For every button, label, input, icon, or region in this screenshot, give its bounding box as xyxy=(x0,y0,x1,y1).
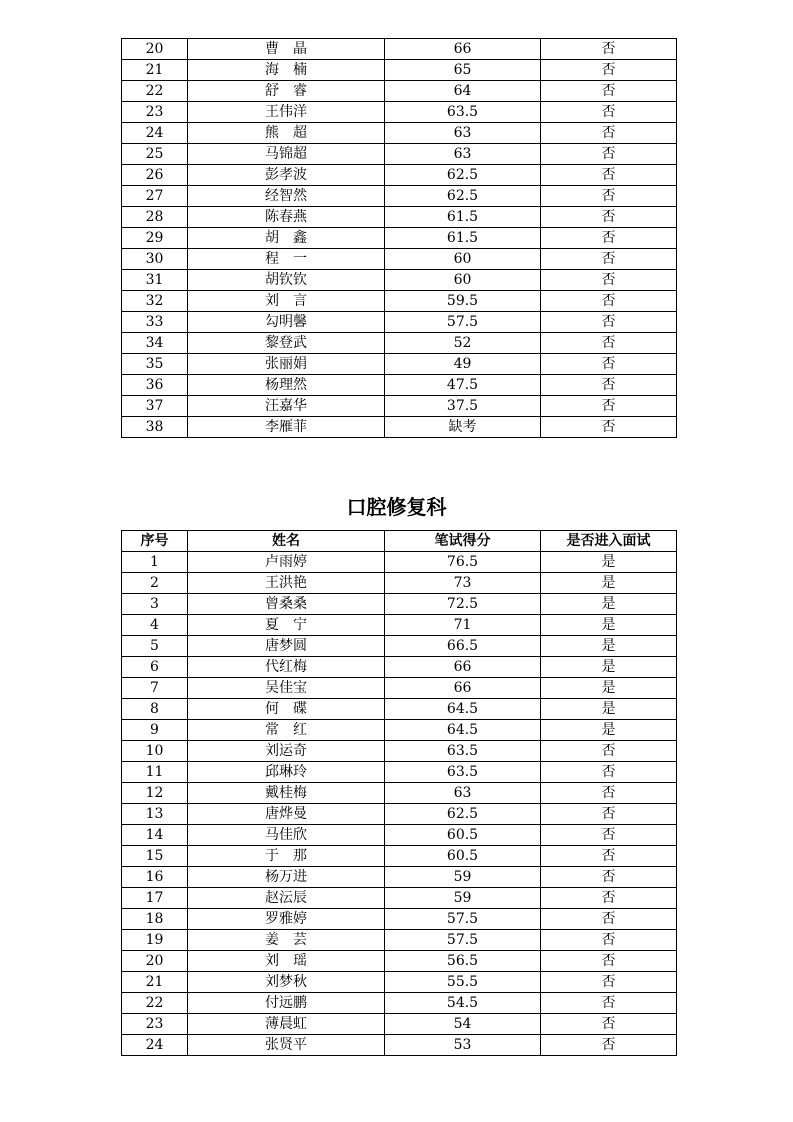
serial-number-cell: 29 xyxy=(122,228,188,249)
candidate-name-cell: 姜 芸 xyxy=(188,930,385,951)
interview-status-cell: 否 xyxy=(541,783,677,804)
serial-number-cell: 26 xyxy=(122,165,188,186)
table-row xyxy=(122,972,677,993)
candidate-name-cell: 张丽娟 xyxy=(188,354,385,375)
serial-number-cell: 32 xyxy=(122,291,188,312)
candidate-name-cell: 彭孝波 xyxy=(188,165,385,186)
interview-status-cell: 否 xyxy=(541,417,677,438)
serial-number-cell: 23 xyxy=(122,1014,188,1035)
written-score-cell: 62.5 xyxy=(385,186,541,207)
results-table-prosthodontics xyxy=(121,530,677,1056)
candidate-name-cell: 吴佳宝 xyxy=(188,678,385,699)
candidate-name-cell: 马佳欣 xyxy=(188,825,385,846)
written-score-cell: 37.5 xyxy=(385,396,541,417)
table-row xyxy=(122,657,677,678)
serial-number-cell: 3 xyxy=(122,594,188,615)
candidate-name-cell: 唐烨曼 xyxy=(188,804,385,825)
written-score-cell: 71 xyxy=(385,615,541,636)
candidate-name-cell: 常 红 xyxy=(188,720,385,741)
table-row xyxy=(122,312,677,333)
written-score-cell: 缺考 xyxy=(385,417,541,438)
interview-status-cell: 否 xyxy=(541,81,677,102)
candidate-name-cell: 刘梦秋 xyxy=(188,972,385,993)
written-score-cell: 64 xyxy=(385,81,541,102)
written-score-cell: 66 xyxy=(385,678,541,699)
candidate-name-cell: 卢雨婷 xyxy=(188,552,385,573)
interview-status-cell: 否 xyxy=(541,375,677,396)
candidate-name-cell: 曹 晶 xyxy=(188,39,385,60)
candidate-name-cell: 杨理然 xyxy=(188,375,385,396)
written-score-cell: 66 xyxy=(385,657,541,678)
interview-status-cell: 否 xyxy=(541,312,677,333)
table-row xyxy=(122,594,677,615)
serial-number-cell: 21 xyxy=(122,972,188,993)
interview-status-cell: 否 xyxy=(541,39,677,60)
table-row xyxy=(122,417,677,438)
interview-status-cell: 否 xyxy=(541,909,677,930)
interview-status-cell: 否 xyxy=(541,888,677,909)
table-row xyxy=(122,291,677,312)
interview-status-cell: 否 xyxy=(541,123,677,144)
candidate-name-cell: 薄晨虹 xyxy=(188,1014,385,1035)
serial-number-cell: 8 xyxy=(122,699,188,720)
candidate-name-cell: 付远鹏 xyxy=(188,993,385,1014)
candidate-name-cell: 代红梅 xyxy=(188,657,385,678)
serial-number-cell: 35 xyxy=(122,354,188,375)
candidate-name-cell: 黎登武 xyxy=(188,333,385,354)
candidate-name-cell: 马锦超 xyxy=(188,144,385,165)
table-row xyxy=(122,678,677,699)
interview-status-cell: 否 xyxy=(541,825,677,846)
serial-number-cell: 38 xyxy=(122,417,188,438)
table-row xyxy=(122,867,677,888)
serial-number-cell: 6 xyxy=(122,657,188,678)
serial-number-cell: 15 xyxy=(122,846,188,867)
candidate-name-cell: 勾明馨 xyxy=(188,312,385,333)
results-table-body xyxy=(122,552,677,1056)
written-score-cell: 63.5 xyxy=(385,762,541,783)
table-row xyxy=(122,783,677,804)
written-score-cell: 59.5 xyxy=(385,291,541,312)
serial-number-cell: 28 xyxy=(122,207,188,228)
written-score-cell: 62.5 xyxy=(385,165,541,186)
results-table-continued xyxy=(121,38,677,438)
interview-status-cell: 是 xyxy=(541,720,677,741)
written-score-cell: 62.5 xyxy=(385,804,541,825)
written-score-cell: 57.5 xyxy=(385,930,541,951)
table-row xyxy=(122,207,677,228)
serial-number-cell: 2 xyxy=(122,573,188,594)
written-score-cell: 47.5 xyxy=(385,375,541,396)
written-score-cell: 66.5 xyxy=(385,636,541,657)
interview-status-cell: 否 xyxy=(541,951,677,972)
candidate-name-cell: 王洪艳 xyxy=(188,573,385,594)
interview-status-cell: 否 xyxy=(541,846,677,867)
table-row xyxy=(122,699,677,720)
interview-status-cell: 否 xyxy=(541,333,677,354)
candidate-name-cell: 何 碟 xyxy=(188,699,385,720)
table-row xyxy=(122,930,677,951)
interview-status-cell: 否 xyxy=(541,867,677,888)
header-interview-status: 是否进入面试 xyxy=(541,531,677,552)
written-score-cell: 63 xyxy=(385,783,541,804)
serial-number-cell: 19 xyxy=(122,930,188,951)
candidate-name-cell: 赵沄辰 xyxy=(188,888,385,909)
table-row xyxy=(122,396,677,417)
serial-number-cell: 16 xyxy=(122,867,188,888)
interview-status-cell: 是 xyxy=(541,594,677,615)
written-score-cell: 63.5 xyxy=(385,741,541,762)
serial-number-cell: 14 xyxy=(122,825,188,846)
interview-status-cell: 否 xyxy=(541,804,677,825)
interview-status-cell: 否 xyxy=(541,993,677,1014)
serial-number-cell: 1 xyxy=(122,552,188,573)
serial-number-cell: 37 xyxy=(122,396,188,417)
table-row xyxy=(122,741,677,762)
table-row xyxy=(122,165,677,186)
candidate-name-cell: 经智然 xyxy=(188,186,385,207)
candidate-name-cell: 胡 鑫 xyxy=(188,228,385,249)
serial-number-cell: 25 xyxy=(122,144,188,165)
serial-number-cell: 24 xyxy=(122,123,188,144)
interview-status-cell: 否 xyxy=(541,972,677,993)
written-score-cell: 60.5 xyxy=(385,825,541,846)
written-score-cell: 56.5 xyxy=(385,951,541,972)
table-row xyxy=(122,228,677,249)
table-row xyxy=(122,354,677,375)
serial-number-cell: 23 xyxy=(122,102,188,123)
table-row xyxy=(122,123,677,144)
candidate-name-cell: 陈春燕 xyxy=(188,207,385,228)
written-score-cell: 61.5 xyxy=(385,207,541,228)
serial-number-cell: 12 xyxy=(122,783,188,804)
table-row xyxy=(122,1035,677,1056)
written-score-cell: 76.5 xyxy=(385,552,541,573)
header-name: 姓名 xyxy=(188,531,385,552)
candidate-name-cell: 刘 瑶 xyxy=(188,951,385,972)
candidate-name-cell: 海 楠 xyxy=(188,60,385,81)
candidate-name-cell: 刘运奇 xyxy=(188,741,385,762)
serial-number-cell: 13 xyxy=(122,804,188,825)
interview-status-cell: 是 xyxy=(541,657,677,678)
serial-number-cell: 22 xyxy=(122,81,188,102)
candidate-name-cell: 杨万进 xyxy=(188,867,385,888)
written-score-cell: 65 xyxy=(385,60,541,81)
serial-number-cell: 5 xyxy=(122,636,188,657)
candidate-name-cell: 王伟洋 xyxy=(188,102,385,123)
interview-status-cell: 是 xyxy=(541,552,677,573)
written-score-cell: 57.5 xyxy=(385,909,541,930)
table-row xyxy=(122,270,677,291)
results-table-body xyxy=(122,39,677,438)
written-score-cell: 72.5 xyxy=(385,594,541,615)
serial-number-cell: 4 xyxy=(122,615,188,636)
interview-status-cell: 否 xyxy=(541,930,677,951)
table-row xyxy=(122,552,677,573)
serial-number-cell: 24 xyxy=(122,1035,188,1056)
written-score-cell: 61.5 xyxy=(385,228,541,249)
interview-status-cell: 否 xyxy=(541,762,677,783)
written-score-cell: 63 xyxy=(385,144,541,165)
candidate-name-cell: 戴桂梅 xyxy=(188,783,385,804)
interview-status-cell: 否 xyxy=(541,249,677,270)
serial-number-cell: 33 xyxy=(122,312,188,333)
table-header xyxy=(122,531,677,552)
table-row xyxy=(122,825,677,846)
serial-number-cell: 9 xyxy=(122,720,188,741)
table-row xyxy=(122,333,677,354)
interview-status-cell: 是 xyxy=(541,636,677,657)
table-row xyxy=(122,762,677,783)
serial-number-cell: 22 xyxy=(122,993,188,1014)
written-score-cell: 63.5 xyxy=(385,102,541,123)
serial-number-cell: 20 xyxy=(122,951,188,972)
serial-number-cell: 18 xyxy=(122,909,188,930)
table-row xyxy=(122,951,677,972)
serial-number-cell: 30 xyxy=(122,249,188,270)
candidate-name-cell: 张贤平 xyxy=(188,1035,385,1056)
header-serial-number: 序号 xyxy=(122,531,188,552)
candidate-name-cell: 曾桑桑 xyxy=(188,594,385,615)
serial-number-cell: 31 xyxy=(122,270,188,291)
interview-status-cell: 是 xyxy=(541,699,677,720)
written-score-cell: 53 xyxy=(385,1035,541,1056)
table-row xyxy=(122,60,677,81)
candidate-name-cell: 罗雅婷 xyxy=(188,909,385,930)
serial-number-cell: 10 xyxy=(122,741,188,762)
serial-number-cell: 36 xyxy=(122,375,188,396)
table-row xyxy=(122,615,677,636)
header-written-score: 笔试得分 xyxy=(385,531,541,552)
table-row xyxy=(122,573,677,594)
candidate-name-cell: 程 一 xyxy=(188,249,385,270)
written-score-cell: 60 xyxy=(385,249,541,270)
candidate-name-cell: 熊 超 xyxy=(188,123,385,144)
serial-number-cell: 20 xyxy=(122,39,188,60)
candidate-name-cell: 于 那 xyxy=(188,846,385,867)
candidate-name-cell: 汪嘉华 xyxy=(188,396,385,417)
table-row xyxy=(122,375,677,396)
interview-status-cell: 否 xyxy=(541,270,677,291)
written-score-cell: 60.5 xyxy=(385,846,541,867)
table-row xyxy=(122,720,677,741)
interview-status-cell: 否 xyxy=(541,165,677,186)
written-score-cell: 52 xyxy=(385,333,541,354)
serial-number-cell: 11 xyxy=(122,762,188,783)
interview-status-cell: 是 xyxy=(541,573,677,594)
written-score-cell: 59 xyxy=(385,867,541,888)
candidate-name-cell: 刘 言 xyxy=(188,291,385,312)
written-score-cell: 63 xyxy=(385,123,541,144)
serial-number-cell: 27 xyxy=(122,186,188,207)
serial-number-cell: 34 xyxy=(122,333,188,354)
written-score-cell: 49 xyxy=(385,354,541,375)
written-score-cell: 66 xyxy=(385,39,541,60)
table-row xyxy=(122,39,677,60)
interview-status-cell: 否 xyxy=(541,1014,677,1035)
interview-status-cell: 否 xyxy=(541,102,677,123)
interview-status-cell: 是 xyxy=(541,678,677,699)
candidate-name-cell: 舒 睿 xyxy=(188,81,385,102)
written-score-cell: 57.5 xyxy=(385,312,541,333)
section-title: 口腔修复科 xyxy=(346,495,447,519)
table-row xyxy=(122,993,677,1014)
written-score-cell: 60 xyxy=(385,270,541,291)
table-row xyxy=(122,1014,677,1035)
candidate-name-cell: 唐梦圆 xyxy=(188,636,385,657)
table-row xyxy=(122,186,677,207)
candidate-name-cell: 夏 宁 xyxy=(188,615,385,636)
interview-status-cell: 否 xyxy=(541,186,677,207)
written-score-cell: 73 xyxy=(385,573,541,594)
table-row xyxy=(122,636,677,657)
interview-status-cell: 否 xyxy=(541,291,677,312)
written-score-cell: 59 xyxy=(385,888,541,909)
header-row xyxy=(122,531,677,552)
candidate-name-cell: 邱琳玲 xyxy=(188,762,385,783)
serial-number-cell: 17 xyxy=(122,888,188,909)
candidate-name-cell: 胡钦钦 xyxy=(188,270,385,291)
table-row xyxy=(122,249,677,270)
interview-status-cell: 是 xyxy=(541,615,677,636)
table-row xyxy=(122,81,677,102)
written-score-cell: 64.5 xyxy=(385,720,541,741)
table-row xyxy=(122,102,677,123)
table-row xyxy=(122,846,677,867)
interview-status-cell: 否 xyxy=(541,741,677,762)
interview-status-cell: 否 xyxy=(541,144,677,165)
serial-number-cell: 21 xyxy=(122,60,188,81)
table-row xyxy=(122,144,677,165)
table-row xyxy=(122,909,677,930)
interview-status-cell: 否 xyxy=(541,60,677,81)
interview-status-cell: 否 xyxy=(541,207,677,228)
written-score-cell: 55.5 xyxy=(385,972,541,993)
interview-status-cell: 否 xyxy=(541,1035,677,1056)
written-score-cell: 54 xyxy=(385,1014,541,1035)
table-row xyxy=(122,888,677,909)
table-row xyxy=(122,804,677,825)
written-score-cell: 64.5 xyxy=(385,699,541,720)
interview-status-cell: 否 xyxy=(541,228,677,249)
serial-number-cell: 7 xyxy=(122,678,188,699)
interview-status-cell: 否 xyxy=(541,354,677,375)
candidate-name-cell: 李雁菲 xyxy=(188,417,385,438)
interview-status-cell: 否 xyxy=(541,396,677,417)
written-score-cell: 54.5 xyxy=(385,993,541,1014)
